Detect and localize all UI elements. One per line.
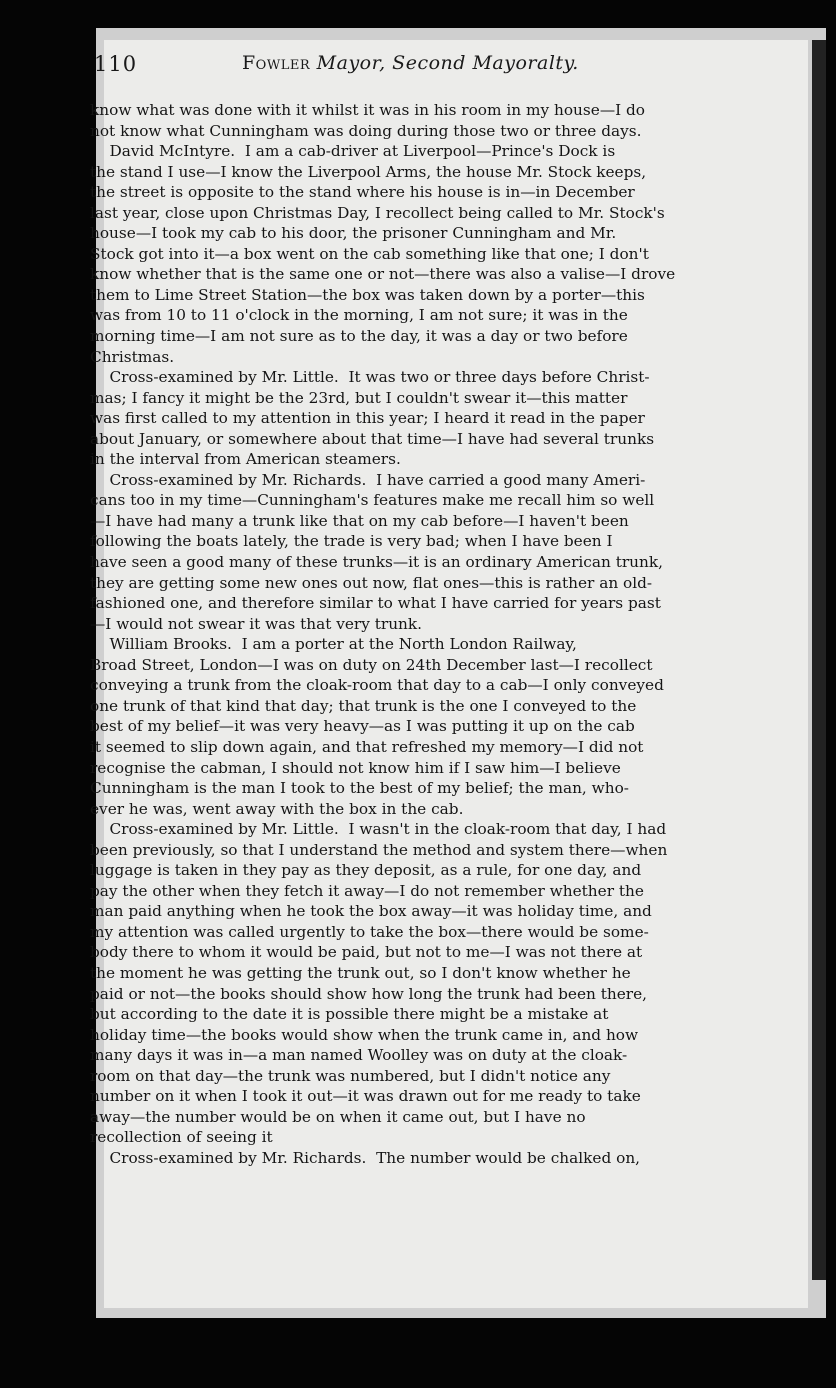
text-line: best of my belief—it was very heavy—as I was putting it up on the cab	[90, 717, 635, 736]
text-line: David McIntyre. I am a cab-driver at Liverpool—Prince's Dock is	[90, 142, 616, 161]
text-line: not know what Cunningham was doing during those two or three days.	[90, 121, 642, 140]
text-line: the street is opposite to the stand where his house is in—in December	[90, 183, 635, 202]
book-spine	[812, 40, 826, 1280]
body-text	[90, 100, 698, 1168]
text-line: Cross-examined by Mr. Richards. The number would be chalked on,	[90, 1148, 641, 1167]
page-header	[94, 52, 694, 84]
text-line: was from 10 to 11 o'clock in the morning, I am not sure; it was in the	[90, 306, 628, 325]
text-line: fashioned one, and therefore similar to what I have carried for years past	[90, 594, 661, 613]
text-line: —I have had many a trunk like that on my cab before—I haven't been	[90, 511, 629, 530]
text-line: man paid anything when he took the box away—it was holiday time, and	[90, 902, 652, 921]
text-line: pay the other when they fetch it away—I do not remember whether the	[90, 881, 644, 900]
text-line: last year, close upon Christmas Day, I recollect being called to Mr. Stock's	[90, 203, 665, 222]
text-line: been previously, so that I understand the method and system there—when	[90, 840, 668, 859]
text-line: room on that day—the trunk was numbered, but I didn't notice any	[90, 1066, 611, 1085]
text-line: recognise the cabman, I should not know him if I saw him—I believe	[90, 758, 621, 777]
running-head-rest: Mayor, Second Mayoralty.	[316, 52, 579, 74]
text-line: cans too in my time—Cunningham's features make me recall him so well	[90, 491, 655, 510]
text-line: the stand I use—I know the Liverpool Arms, the house Mr. Stock keeps,	[90, 162, 647, 181]
text-line: Christmas.	[90, 347, 175, 366]
running-head-name: Fowler	[242, 52, 317, 74]
text-line: one trunk of that kind that day; that trunk is the one I conveyed to the	[90, 696, 637, 715]
text-line: body there to whom it would be paid, but not to me—I was not there at	[90, 943, 643, 962]
text-line: in the interval from American steamers.	[90, 450, 401, 469]
text-line: it seemed to slip down again, and that refreshed my memory—I did not	[90, 737, 644, 756]
text-line: Stock got into it—a box went on the cab something like that one; I don't	[90, 244, 649, 263]
text-line: —I would not swear it was that very trunk.	[90, 614, 423, 633]
text-line: Cross-examined by Mr. Richards. I have carried a good many Ameri-	[90, 470, 646, 489]
text-line: conveying a trunk from the cloak-room that day to a cab—I only conveyed	[90, 676, 664, 695]
text-line: have seen a good many of these trunks—it is an ordinary American trunk,	[90, 553, 663, 572]
text-line: them to Lime Street Station—the box was taken down by a porter—this	[90, 285, 645, 304]
text-line: paid or not—the books should show how long the trunk had been there,	[90, 984, 647, 1003]
text-line: morning time—I am not sure as to the day, it was a day or two before	[90, 327, 628, 346]
text-line: know whether that is the same one or not—there was also a valise—I drove	[90, 265, 676, 284]
text-line: mas; I fancy it might be the 23rd, but I couldn't swear it—this matter	[90, 388, 628, 407]
page-number: 110	[94, 52, 138, 76]
text-line: Cross-examined by Mr. Little. It was two or three days before Christ-	[90, 368, 650, 387]
text-line: was first called to my attention in this year; I heard it read in the paper	[90, 409, 645, 428]
text-line: the moment he was getting the trunk out, so I don't know whether he	[90, 963, 631, 982]
running-head	[242, 52, 579, 74]
text-line: know what was done with it whilst it was in his room in my house—I do	[90, 101, 646, 119]
text-line: they are getting some new ones out now, flat ones—this is rather an old-	[90, 573, 653, 592]
text-line: holiday time—the books would show when the trunk came in, and how	[90, 1025, 639, 1044]
text-line: Cunningham is the man I took to the best of my belief; the man, who-	[90, 779, 629, 798]
text-line: away—the number would be on when it came out, but I have no	[90, 1107, 586, 1126]
text-line: many days it was in—a man named Woolley was on duty at the cloak-	[90, 1046, 628, 1065]
text-line: but according to the date it is possible there might be a mistake at	[90, 1005, 609, 1024]
text-line: following the boats lately, the trade is very bad; when I have been I	[90, 532, 613, 551]
text-line: William Brooks. I am a porter at the North London Railway,	[90, 635, 577, 654]
text-line: ever he was, went away with the box in the cab.	[90, 799, 464, 818]
text-line: my attention was called urgently to take the box—there would be some-	[90, 922, 649, 941]
text-line: recollection of seeing it	[90, 1128, 273, 1147]
text-line: Broad Street, London—I was on duty on 24th December last—I recollect	[90, 655, 653, 674]
text-line: about January, or somewhere about that time—I have had several trunks	[90, 429, 655, 448]
text-line: house—I took my cab to his door, the prisoner Cunningham and Mr.	[90, 224, 617, 243]
text-line: luggage is taken in they pay as they deposit, as a rule, for one day, and	[90, 861, 642, 880]
text-line: number on it when I took it out—it was drawn out for me ready to take	[90, 1087, 641, 1106]
text-line: Cross-examined by Mr. Little. I wasn't in the cloak-room that day, I had	[90, 820, 667, 839]
